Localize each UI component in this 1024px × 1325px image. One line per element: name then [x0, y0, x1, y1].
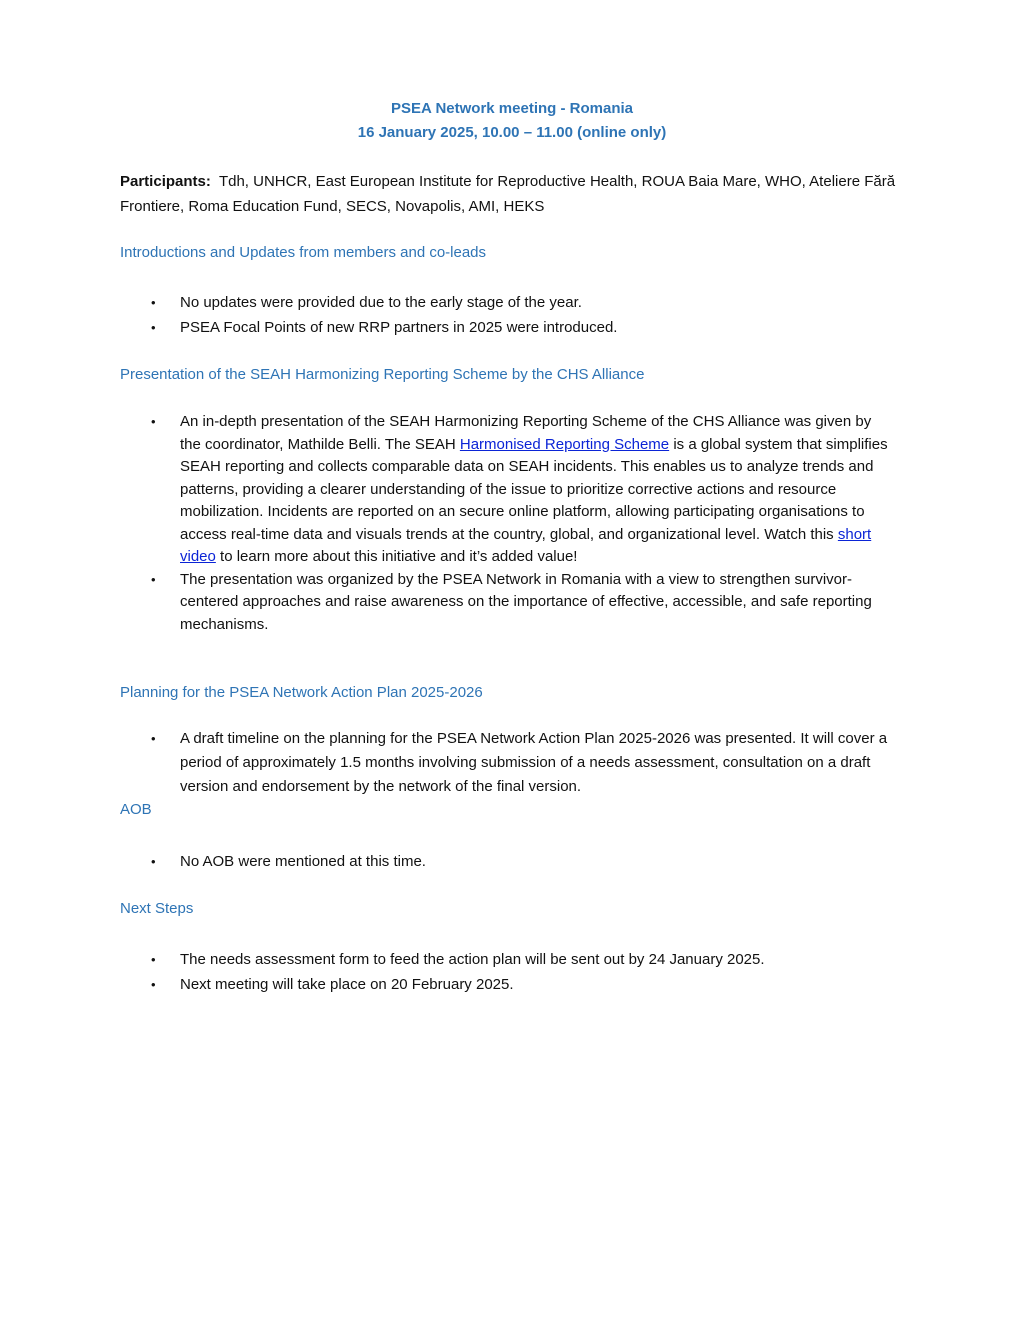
bullet-icon: • — [151, 977, 156, 992]
meeting-date: 16 January 2025, 10.00 – 11.00 (online only) — [357, 124, 667, 141]
list-item: • An in-depth presentation of the SEAH Harmonizing Reporting Scheme of the CHS Alliance was given by the coordinator, Mathilde Belli. The SEAH Harmonised Reporting Scheme is a global system that simplifies SEAH reporting and collects comparable data on SEAH incidents. This enables us to analyze trends and patterns, providing a clearer understanding of the issue to prioritize corrective actions and resource mobilization. Incidents are reported on an secure online platform, allowing participating organisations to access real-time data and visuals trends at the country, global, and organizational level. Watch this short video to learn more about this initiative and it’s added value! — [151, 413, 888, 565]
participants-label: Participants: — [120, 173, 211, 190]
bullet-icon: • — [151, 320, 156, 335]
list-item: • No AOB were mentioned at this time. — [120, 849, 895, 874]
bullet-icon: • — [151, 414, 156, 429]
heading-seah-presentation: Presentation of the SEAH Harmonizing Reporting Scheme by the CHS Alliance — [120, 366, 645, 383]
heading-planning: Planning for the PSEA Network Action Plan 2025-2026 — [120, 684, 483, 701]
short-video-link[interactable]: short video — [180, 525, 872, 565]
list-item: • No updates were provided due to the early stage of the year. — [120, 290, 895, 315]
page-title: PSEA Network meeting - Romania — [391, 100, 633, 117]
intro-list — [120, 290, 895, 340]
participants-list: Tdh, UNHCR, East European Institute for Reproductive Health, ROUA Baia Mare, WHO, Ateliere Fără Frontiere, Roma Education Fund, SECS, Novapolis, AMI, HEKS — [120, 173, 896, 215]
next-steps-list — [120, 947, 895, 997]
harmonised-reporting-scheme-link[interactable]: Harmonised Reporting Scheme — [459, 435, 670, 453]
participants-paragraph — [120, 169, 900, 219]
bullet-icon: • — [151, 854, 156, 869]
bullet-icon: • — [151, 731, 156, 746]
bullet-icon: • — [151, 295, 156, 310]
aob-list — [120, 849, 895, 874]
bullet-icon: • — [151, 952, 156, 967]
bullet-icon: • — [151, 571, 156, 587]
planning-list — [120, 727, 895, 799]
list-item: • The presentation was organized by the PSEA Network in Romania with a view to strengthen survivor-centered approaches and raise awareness on the importance of effective, accessible, and safe reporting mechanisms. — [151, 570, 872, 633]
list-item: • A draft timeline on the planning for the PSEA Network Action Plan 2025-2026 was presented. It will cover a period of approximately 1.5 months involving submission of a needs assessment, consultation on a draft version and endorsement by the network of the final version. — [120, 727, 895, 799]
list-item: • PSEA Focal Points of new RRP partners in 2025 were introduced. — [120, 315, 895, 340]
heading-introductions: Introductions and Updates from members and co-leads — [120, 244, 487, 261]
seah-list — [120, 411, 895, 636]
list-item: • The needs assessment form to feed the action plan will be sent out by 24 January 2025. — [120, 947, 895, 972]
heading-next-steps: Next Steps — [120, 900, 194, 917]
heading-aob: AOB — [120, 801, 152, 818]
title-block — [0, 97, 1024, 145]
list-item: • Next meeting will take place on 20 February 2025. — [120, 972, 895, 997]
